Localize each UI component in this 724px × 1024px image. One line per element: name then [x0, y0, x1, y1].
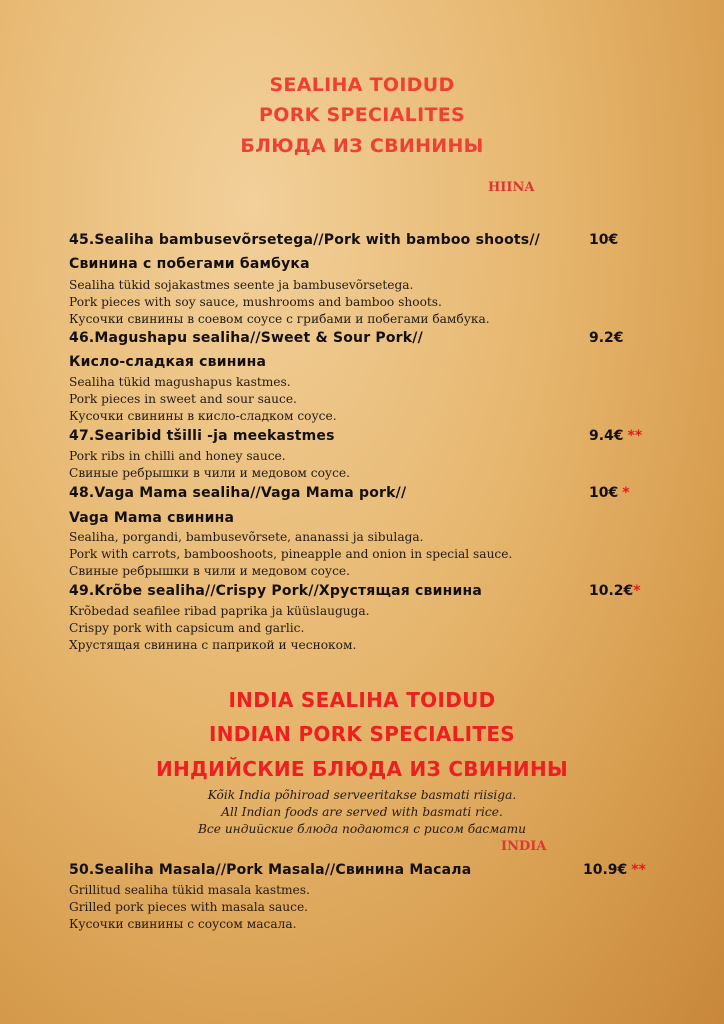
- item-description: Sealiha, porgandi, bambusevõrsete, ananassi ja sibulaga. Pork with carrots, bambooshoots, pineapple and onion in special sauce. Свиные ребрышки в чили и медовом соусе.: [69, 530, 513, 578]
- item-name: 50.Sealiha Masala//Pork Masala//Свинина Масала: [69, 862, 472, 878]
- section-title-ru: ИНДИЙСКИЕ БЛЮДА ИЗ СВИНИНЫ: [155, 757, 569, 781]
- rice-note: Kõik India põhiroad serveeritakse basmati riisiga. All Indian foods are served with basmati rice. Все индийские блюда подаются с рисом басмати: [197, 788, 527, 836]
- item-name: 48.Vaga Mama sealiha//Vaga Mama pork//: [69, 485, 407, 501]
- spicy-stars: *: [633, 583, 641, 599]
- item-description: Sealiha tükid sojakastmes seente ja bambusevõrsetega. Pork pieces with soy sauce, mushrooms and bamboo shoots. Кусочки свинины в соевом соусе с грибами и побегами бамбука.: [69, 278, 490, 326]
- region-label-india: INDIA: [501, 839, 547, 854]
- spicy-stars: **: [631, 862, 646, 878]
- spicy-stars: *: [622, 485, 630, 501]
- item-description: Grillitud sealiha tükid masala kastmes. Grilled pork pieces with masala sauce. Кусочки свинины с соусом масала.: [69, 883, 310, 931]
- item-price: 9.4€ **: [589, 428, 643, 444]
- item-description: Krõbedad seafilee ribad paprika ja küüslauguga. Crispy pork with capsicum and garlic. Хрустящая свинина с паприкой и чесноком.: [69, 604, 370, 652]
- section-title-en: INDIAN PORK SPECIALITES: [208, 722, 516, 746]
- item-name-ru: Свинина с побегами бамбука: [69, 256, 310, 272]
- item-name-ru: Vaga Mama свинина: [69, 510, 235, 526]
- item-name: 45.Sealiha bambusevõrsetega//Pork with bamboo shoots//: [69, 232, 540, 248]
- item-price: 10€: [589, 232, 619, 248]
- section-title-ru: БЛЮДА ИЗ СВИНИНЫ: [240, 135, 484, 157]
- item-name-ru: Кисло-сладкая свинина: [69, 354, 267, 370]
- item-name: 46.Magushapu sealiha//Sweet & Sour Pork//: [69, 330, 423, 346]
- item-name: 49.Krõbe sealiha//Crispy Pork//Хрустящая свинина: [69, 583, 483, 599]
- section-title-en: PORK SPECIALITES: [259, 104, 465, 126]
- item-price: 10.9€ **: [583, 862, 646, 878]
- item-price: 9.2€: [589, 330, 624, 346]
- item-price: 10€ *: [589, 485, 630, 501]
- item-price: 10.2€*: [589, 583, 641, 599]
- item-name: 47.Searibid tšilli -ja meekastmes: [69, 428, 335, 444]
- section-title-et: SEALIHA TOIDUD: [269, 74, 455, 96]
- item-description: Sealiha tükid magushapus kastmes. Pork pieces in sweet and sour sauce. Кусочки свинины в кисло-сладком соусе.: [69, 375, 337, 423]
- section-title-et: INDIA SEALIHA TOIDUD: [228, 688, 496, 712]
- region-label-china: HIINA: [488, 180, 535, 195]
- spicy-stars: **: [627, 428, 643, 444]
- item-description: Pork ribs in chilli and honey sauce. Свиные ребрышки в чили и медовом соусе.: [69, 449, 351, 480]
